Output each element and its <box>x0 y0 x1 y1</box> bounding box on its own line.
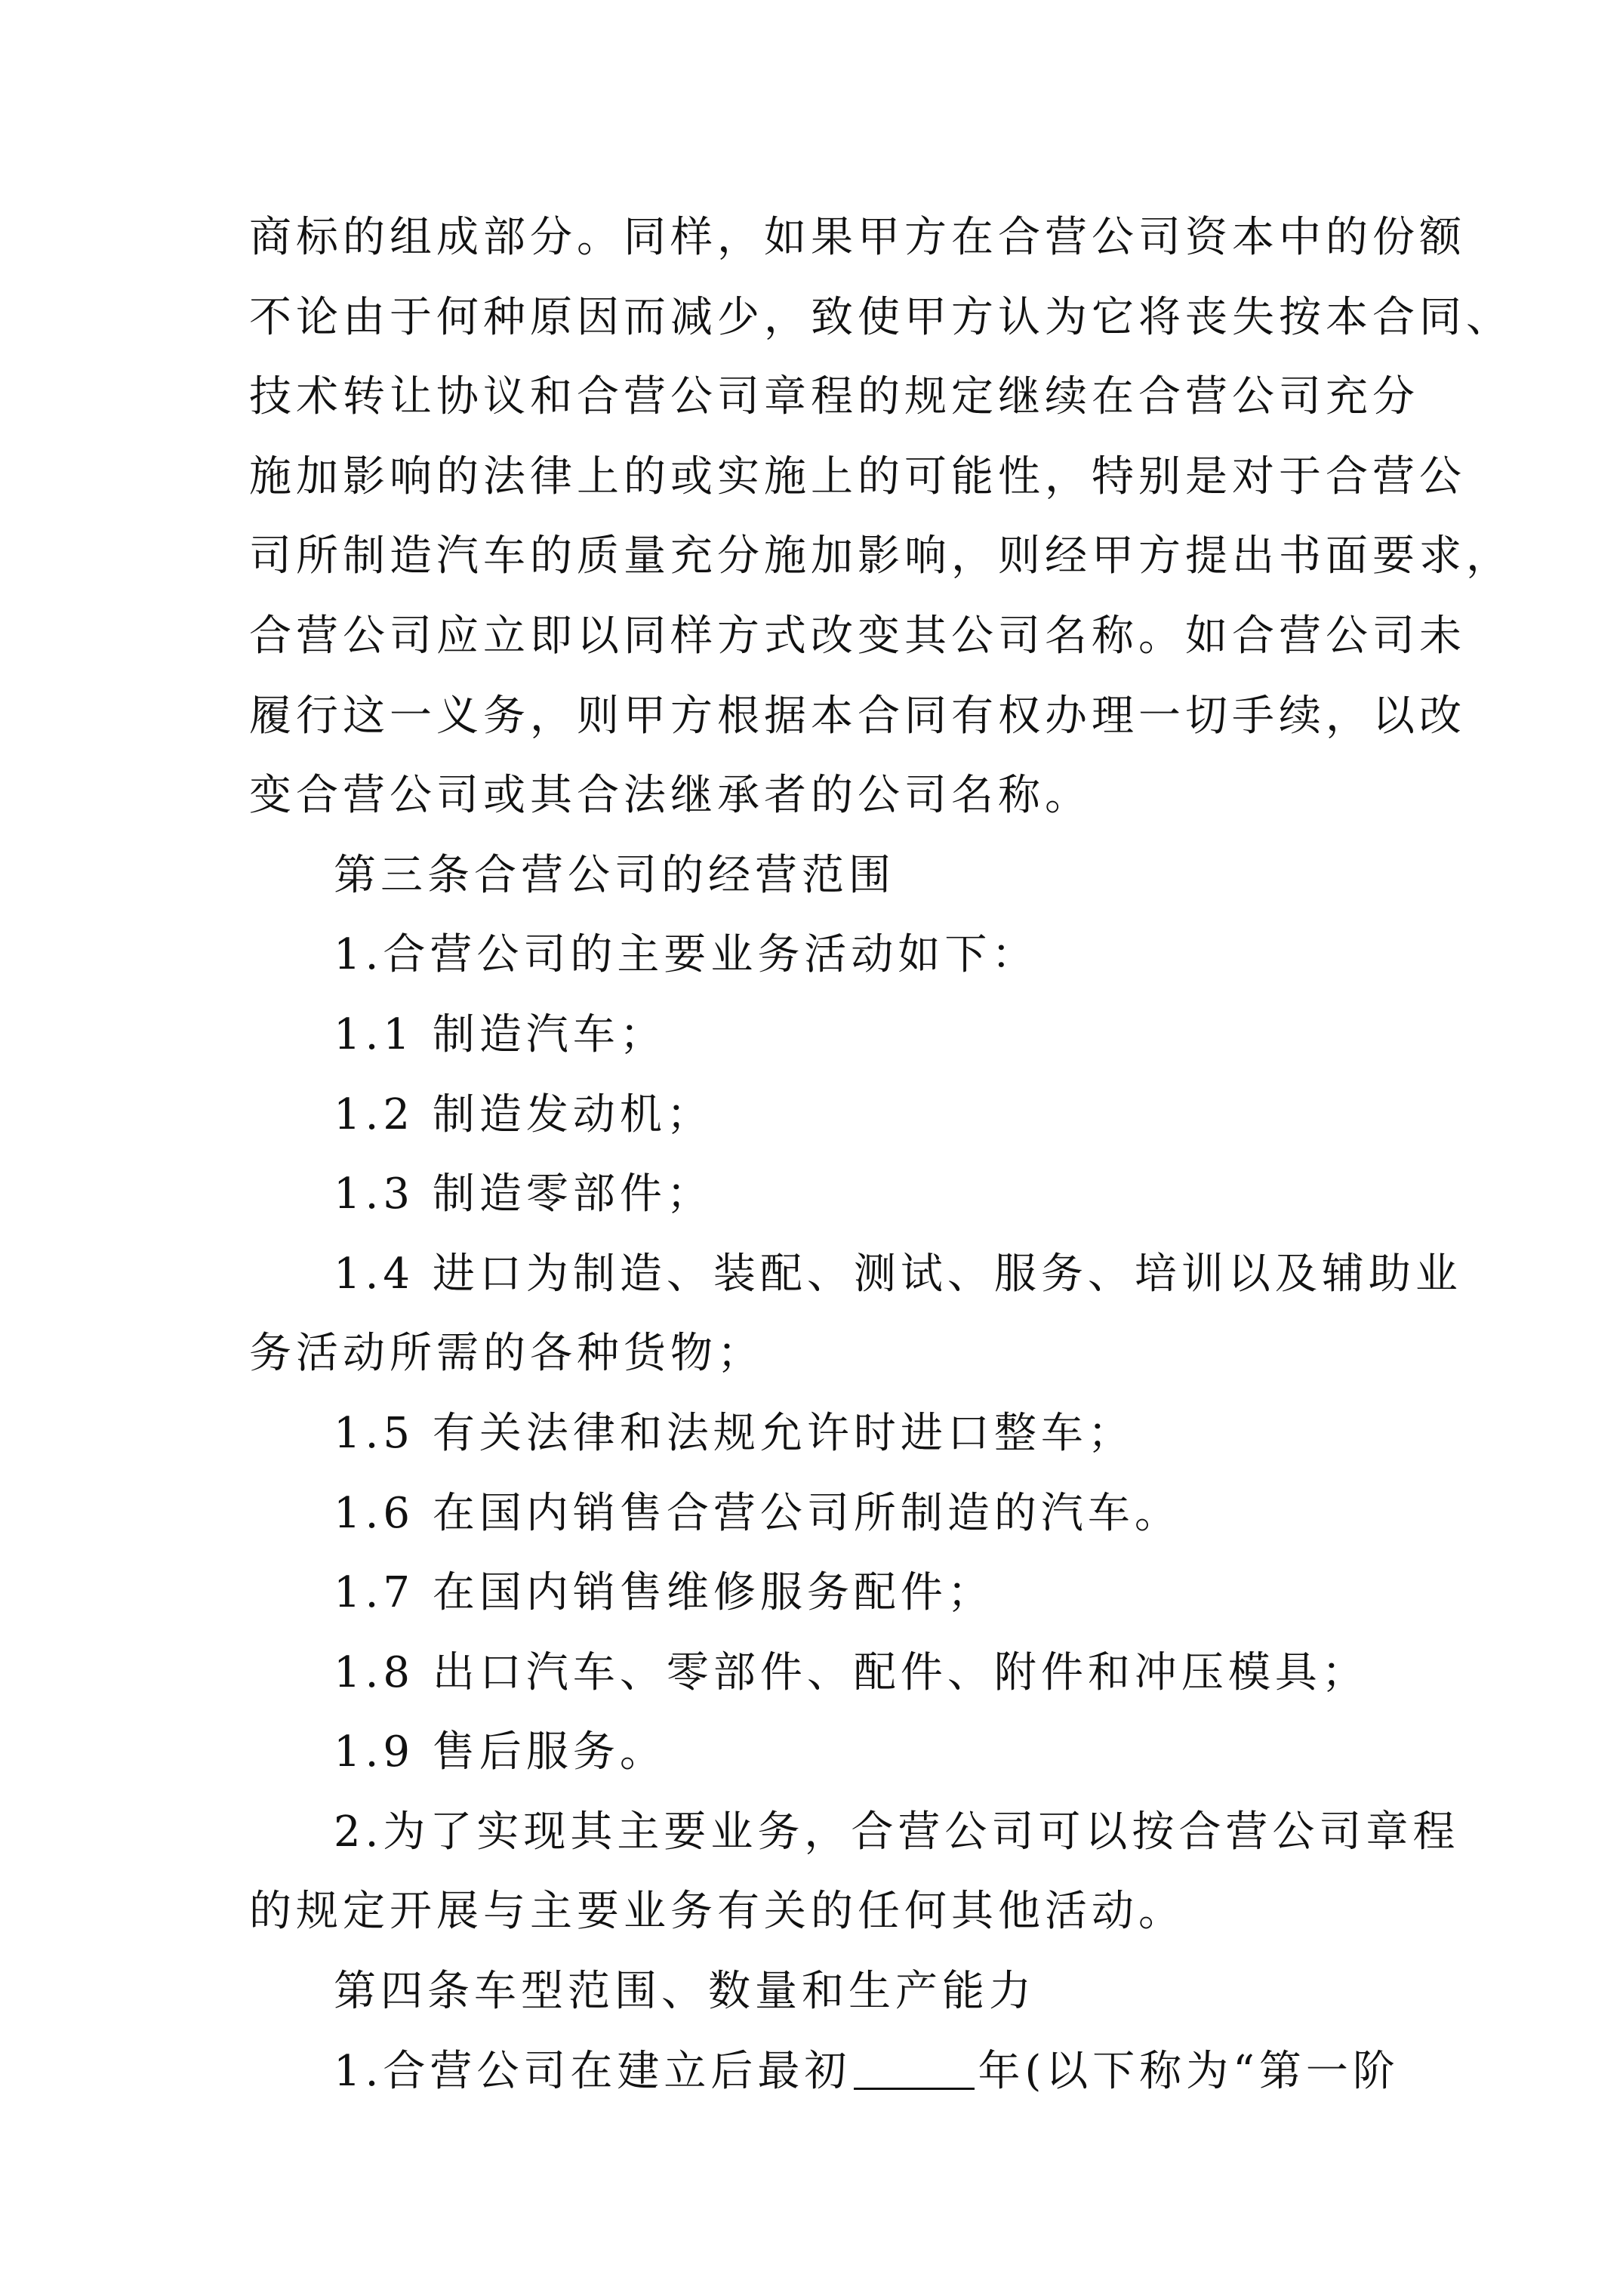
document-line: 1.1 制造汽车； <box>334 1009 667 1059</box>
document-line: 1.6 在国内销售合营公司所制造的汽车。 <box>334 1488 1181 1538</box>
document-line: 商标的组成部分。同样，如果甲方在合营公司资本中的份额 <box>249 213 1466 262</box>
document-line: 1.5 有关法律和法规允许时进口整车； <box>334 1408 1135 1458</box>
document-line: 1.合营公司的主要业务活动如下： <box>334 930 1039 980</box>
document-line-last <box>249 2032 1427 2112</box>
document-line: 不论由于何种原因而减少，致使甲方认为它将丧失按本合同、 <box>249 292 1513 342</box>
document-line: 1.4 进口为制造、装配、测试、服务、培训以及辅助业 <box>334 1249 1462 1299</box>
document-line: 1.2 制造发动机； <box>334 1089 713 1139</box>
document-line: 司所制造汽车的质量充分施加影响，则经甲方提出书面要求， <box>249 532 1513 581</box>
document-body <box>249 198 1513 2111</box>
document-line: 第四条车型范围、数量和生产能力 <box>334 1967 1036 2017</box>
document-line: 第三条合营公司的经营范围 <box>334 850 895 900</box>
document-line: 务活动所需的各种货物； <box>249 1329 764 1379</box>
document-line: 1.9 售后服务。 <box>334 1727 667 1777</box>
document-line: 履行这一义务，则甲方根据本合同有权办理一切手续，以改 <box>249 691 1466 741</box>
document-line: 合营公司应立即以同样方式改变其公司名称。如合营公司未 <box>249 611 1466 661</box>
fill-in-blank <box>854 2045 975 2090</box>
document-line: 变合营公司或其合法继承者的公司名称。 <box>249 771 1092 821</box>
document-line: 1.7 在国内销售维修服务配件； <box>334 1568 994 1618</box>
document-line: 施加影响的法律上的或实施上的可能性，特别是对于合营公 <box>249 451 1466 501</box>
last-line-after-blank: 年(以下称为“第一阶 <box>978 2046 1400 2096</box>
document-line: 的规定开展与主要业务有关的任何其他活动。 <box>249 1887 1185 1937</box>
document-line: 技术转让协议和合营公司章程的规定继续在合营公司充分 <box>249 372 1419 422</box>
document-line: 1.3 制造零部件； <box>334 1170 713 1219</box>
last-line-before-blank: 1.合营公司在建立后最初 <box>334 2046 852 2096</box>
document-line: 1.8 出口汽车、零部件、配件、附件和冲压模具； <box>334 1647 1369 1697</box>
document-line: 2.为了实现其主要业务，合营公司可以按合营公司章程 <box>334 1807 1460 1857</box>
